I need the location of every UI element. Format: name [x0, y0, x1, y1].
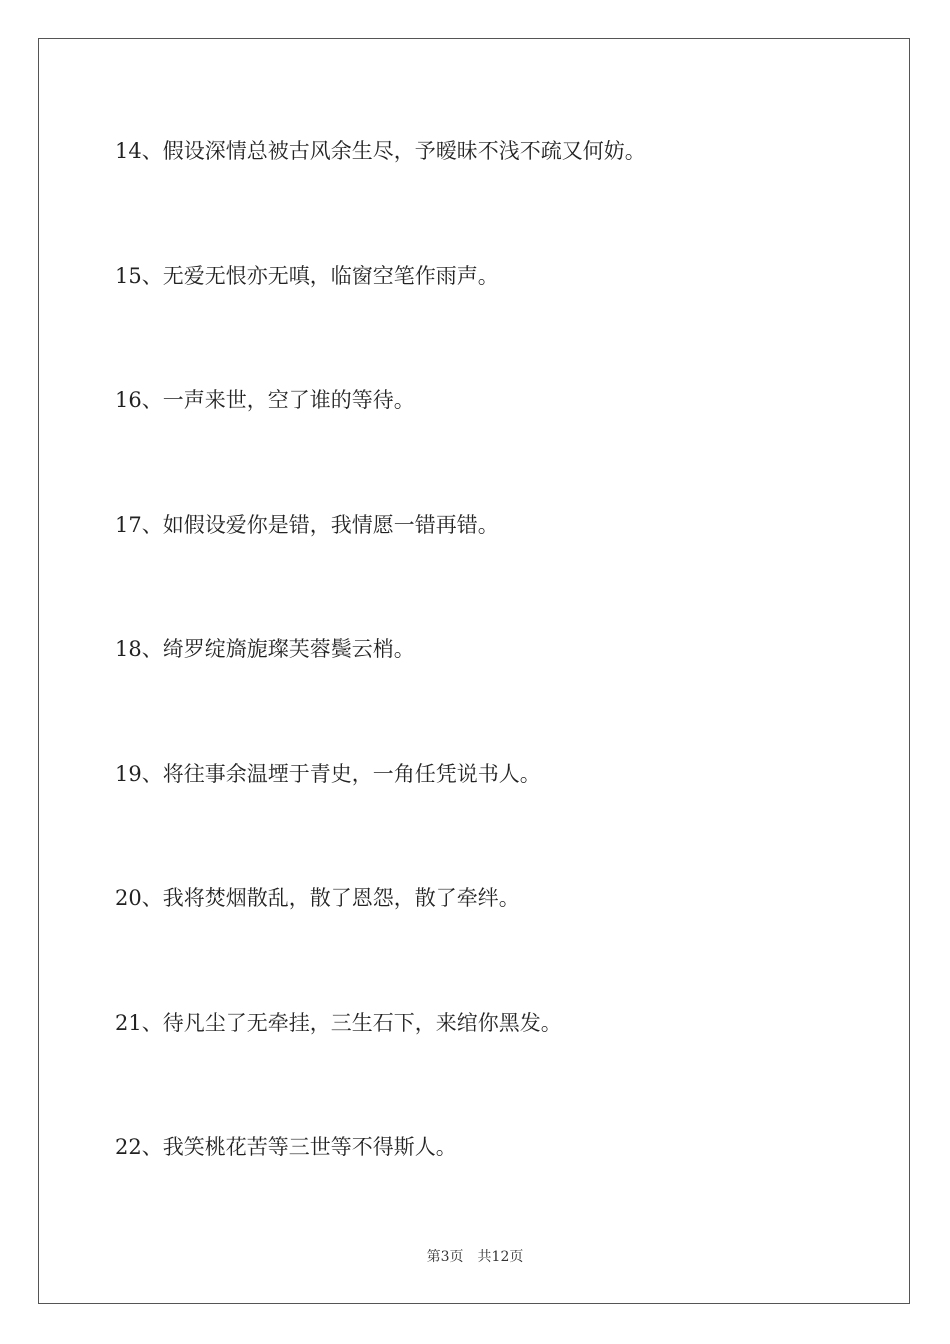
- quote-line: 17、如假设爱你是错，我情愿一错再错。: [115, 512, 499, 537]
- page-footer: [0, 1246, 950, 1266]
- quote-line: 19、将往事余温堙于青史，一角任凭说书人。: [115, 761, 541, 786]
- page-number: 第3页: [426, 1249, 464, 1265]
- quote-line: 21、待凡尘了无牵挂，三生石下，来绾你黑发。: [115, 1010, 562, 1035]
- quote-line: 15、无爱无恨亦无嗔，临窗空笔作雨声。: [115, 263, 499, 288]
- quote-line: 20、我将焚烟散乱，散了恩怨，散了牵绊。: [115, 886, 520, 910]
- quote-line: 22、我笑桃花苦等三世等不得斯人。: [115, 1135, 457, 1159]
- quote-line: 18、绮罗绽旖旎璨芙蓉鬓云梢。: [115, 637, 415, 661]
- page-total: 共12页: [477, 1249, 524, 1265]
- quote-line: 16、一声来世，空了谁的等待。: [115, 388, 415, 412]
- quote-line: 14、假设深情总被古风余生尽，予暧昧不浅不疏又何妨。: [115, 139, 646, 163]
- quote-list: [115, 134, 646, 1255]
